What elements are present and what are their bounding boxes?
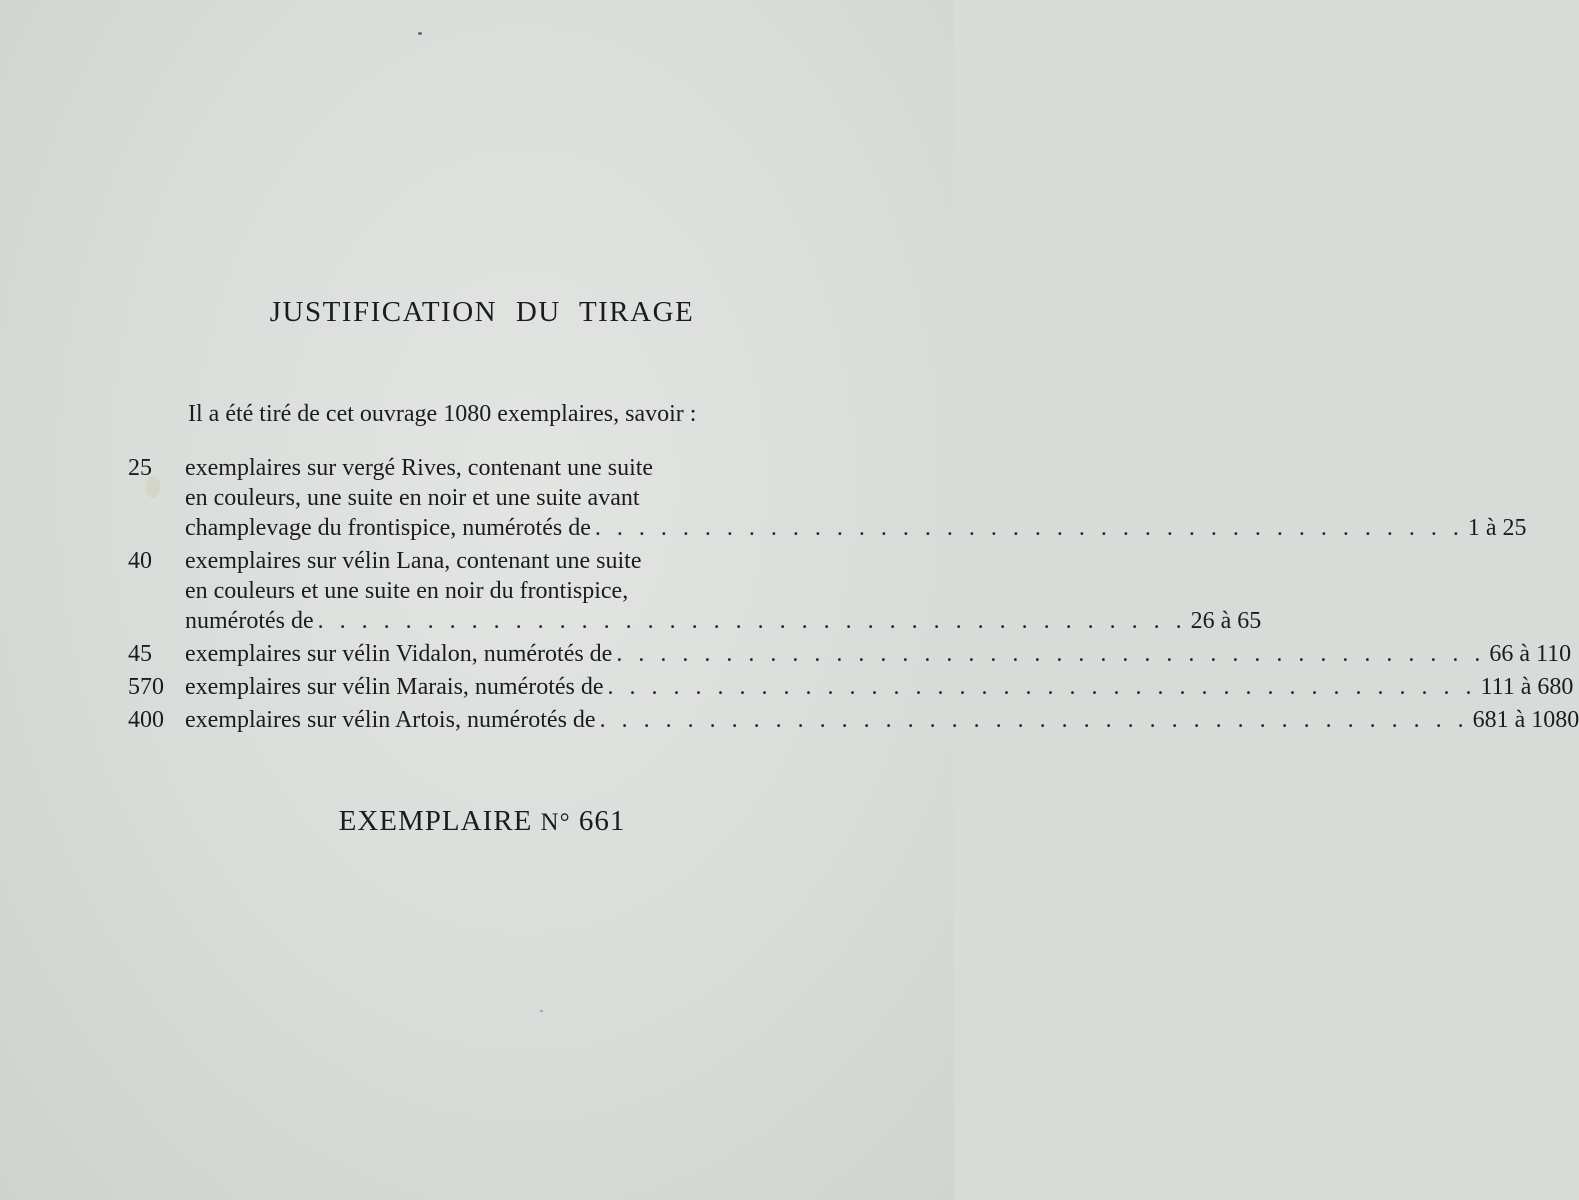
entry-number-range: 1 à 25 bbox=[1467, 515, 1527, 541]
dot-leader: . . . . . . . . . . . . . . . . . . . . . . . . . . . . . . . . . . . . . . . . bbox=[599, 707, 1469, 733]
entry-number-range: 26 à 65 bbox=[1190, 608, 1262, 634]
edition-entry-vidalon bbox=[128, 639, 1572, 669]
page-title: JUSTIFICATION DU TIRAGE bbox=[269, 296, 695, 328]
entry-quantity: 25 bbox=[128, 455, 152, 481]
edition-list bbox=[128, 453, 1579, 738]
entry-line: en couleurs et une suite en noir du frontispice, bbox=[185, 578, 629, 604]
dot-leader: . . . . . . . . . . . . . . . . . . . . . . . . . . . . . . . . . . . . . . . . bbox=[594, 515, 1464, 541]
entry-line: exemplaires sur vélin Lana, contenant une suite bbox=[185, 548, 642, 574]
entry-quantity: 400 bbox=[128, 707, 164, 733]
entry-description bbox=[185, 672, 1574, 702]
copy-label: EXEMPLAIRE bbox=[338, 805, 533, 837]
entry-last-line bbox=[185, 639, 1572, 669]
entry-line: champlevage du frontispice, numérotés de bbox=[185, 515, 591, 541]
entry-quantity: 40 bbox=[128, 548, 152, 574]
entry-number-range: 681 à 1080 bbox=[1472, 707, 1579, 733]
entry-last-line bbox=[185, 606, 1262, 636]
entry-line: en couleurs, une suite en noir et une suite avant bbox=[185, 485, 640, 511]
entry-quantity: 45 bbox=[128, 641, 152, 667]
edition-entry-marais bbox=[128, 672, 1574, 702]
copy-number: 661 bbox=[578, 805, 626, 837]
edition-entry-rives bbox=[128, 453, 1527, 543]
intro-sentence: Il a été tiré de cet ouvrage 1080 exemplaires, savoir : bbox=[188, 401, 697, 427]
ink-speck-top bbox=[418, 32, 422, 35]
entry-description bbox=[185, 453, 1527, 543]
entry-last-line bbox=[185, 513, 1527, 543]
copy-number-line bbox=[0, 805, 964, 838]
dot-leader: . . . . . . . . . . . . . . . . . . . . . . . . . . . . . . . . . . . . . . . . bbox=[317, 608, 1187, 634]
edition-entry-artois bbox=[128, 705, 1579, 735]
entry-line: numérotés de bbox=[185, 608, 314, 634]
edition-entry-lana bbox=[128, 546, 1262, 636]
entry-quantity: 570 bbox=[128, 674, 164, 700]
paper-fleck bbox=[540, 1010, 543, 1012]
entry-last-line bbox=[185, 672, 1574, 702]
entry-line: exemplaires sur vélin Artois, numérotés de bbox=[185, 707, 596, 733]
entry-number-range: 66 à 110 bbox=[1489, 641, 1572, 667]
entry-number-range: 111 à 680 bbox=[1480, 674, 1574, 700]
dot-leader: . . . . . . . . . . . . . . . . . . . . . . . . . . . . . . . . . . . . . . . . bbox=[616, 641, 1486, 667]
entry-line: exemplaires sur vergé Rives, contenant une suite bbox=[185, 455, 654, 481]
entry-description bbox=[185, 546, 1262, 636]
dot-leader: . . . . . . . . . . . . . . . . . . . . . . . . . . . . . . . . . . . . . . . . bbox=[607, 674, 1477, 700]
entry-description bbox=[185, 639, 1572, 669]
entry-last-line bbox=[185, 705, 1579, 735]
number-sign: N° bbox=[540, 809, 571, 836]
entry-line: exemplaires sur vélin Marais, numérotés de bbox=[185, 674, 604, 700]
entry-line: exemplaires sur vélin Vidalon, numérotés de bbox=[185, 641, 613, 667]
entry-description bbox=[185, 705, 1579, 735]
